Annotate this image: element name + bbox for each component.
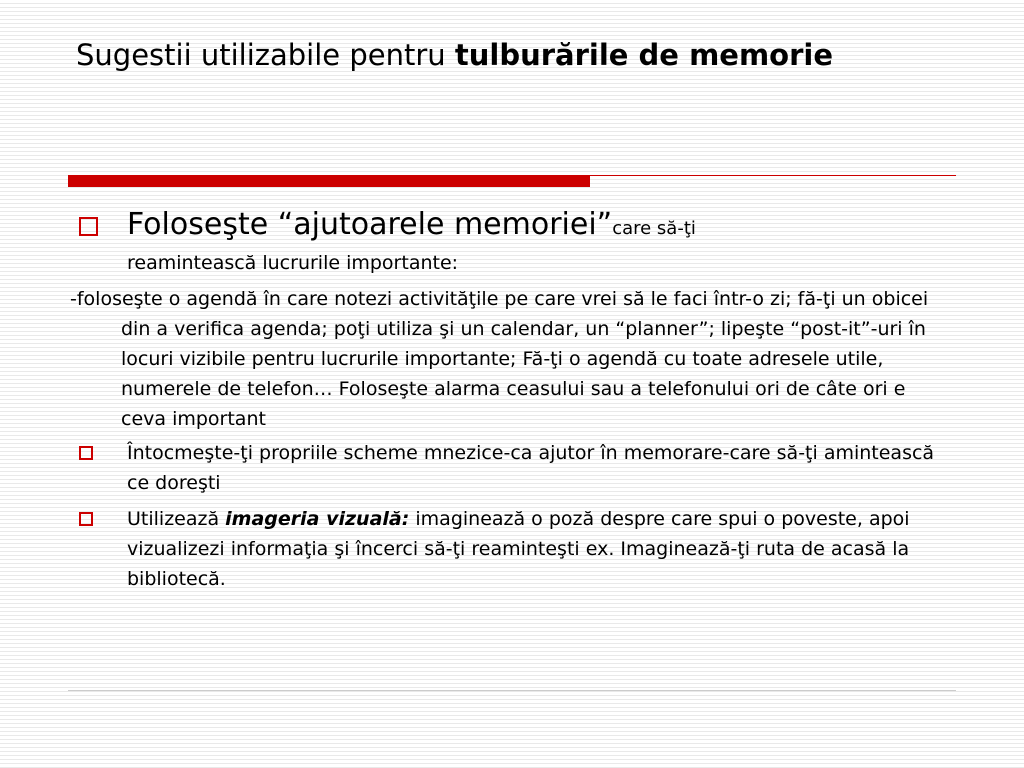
slide-title xyxy=(76,34,936,77)
bullet-item-visual-imagery xyxy=(76,504,956,594)
footer-divider xyxy=(68,690,956,691)
memory-aids-tail: care să-ţi xyxy=(612,218,696,239)
hollow-square-bullet-icon xyxy=(79,512,93,526)
title-normal-part: Sugestii utilizabile pentru xyxy=(76,38,455,72)
title-bold-part: tulburările de memorie xyxy=(454,38,834,72)
mnemonic-schemes-text: Întocmeşte-ţi propriile scheme mnezice-ca ajutor în memorare-care să-ţi amintească ce doreşti xyxy=(127,442,935,494)
memory-aids-rest: reamintească lucrurile importante: xyxy=(127,252,459,274)
title-divider-thick xyxy=(68,175,590,187)
dash-item-agenda: -foloseşte o agendă în care notezi activităţile pe care vrei să le faci într-o zi; fă-ţi un obicei din a verifica agenda; poţi utiliza şi un calendar, un “planner”; lipeşte “post-it”-uri în locuri vizibile pentru lucrurile importante; Fă-ţi o agendă cu toate adresele utile, numerele de telefon… Foloseşte alarma ceasului sau a telefonului ori de câte ori e ceva important xyxy=(70,288,929,430)
bullet-item-memory-aids xyxy=(76,206,956,278)
memory-aids-lead: Foloseşte “ajutoarele memoriei” xyxy=(127,207,613,242)
hollow-square-bullet-icon xyxy=(79,217,98,236)
hollow-square-bullet-icon xyxy=(79,446,93,460)
title-divider-thin xyxy=(590,175,956,176)
slide-content xyxy=(70,206,956,600)
visual-imagery-suffix: imaginează o poză despre care spui o poveste, apoi vizualizezi informaţia şi încerci să-ţi reaminteşti ex. Imaginează-ţi ruta de acasă la bibliotecă. xyxy=(127,508,910,590)
bullet-item-mnemonic-schemes xyxy=(76,438,956,498)
visual-imagery-prefix: Utilizează xyxy=(127,508,226,530)
visual-imagery-emphasis: imageria vizuală: xyxy=(225,508,410,530)
